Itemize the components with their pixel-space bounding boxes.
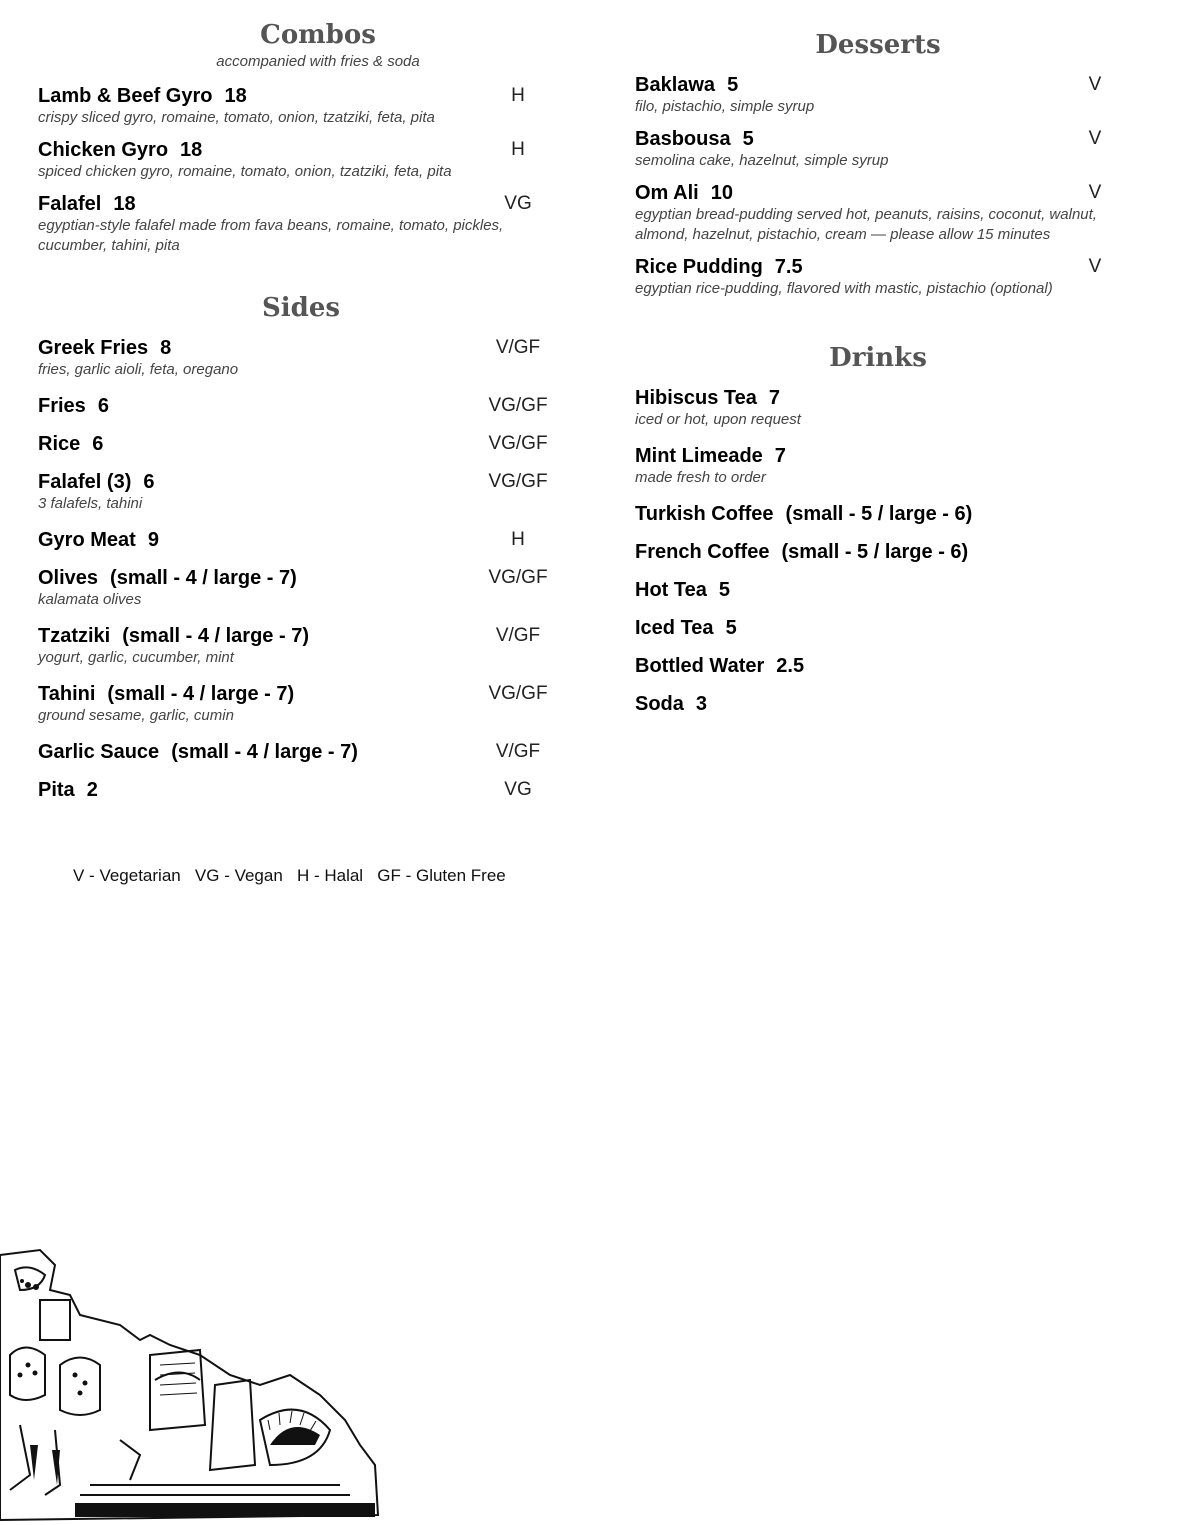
- diet-tag: VG/GF: [488, 471, 548, 492]
- menu-item-hibiscus-tea: [635, 386, 1135, 430]
- menu-item-header: [635, 616, 1135, 640]
- menu-item-name: Mint Limeade: [635, 445, 763, 467]
- menu-item-price: 5: [725, 617, 737, 639]
- menu-item-name: Hibiscus Tea: [635, 387, 757, 409]
- menu-item-description: egyptian-style falafel made from fava beans, romaine, tomato, pickles, cucumber, tahini, pita: [38, 217, 504, 254]
- menu-item-rice-pudding: [635, 255, 1135, 299]
- menu-item-french-coffee: [635, 540, 1135, 564]
- diet-tag: V: [1088, 128, 1102, 149]
- diet-tag: V/GF: [495, 625, 541, 646]
- drinks-title: Drinks: [829, 343, 927, 373]
- menu-item-header: [635, 578, 1135, 602]
- menu-item-price: 8: [160, 337, 172, 359]
- menu-item-description: egyptian bread-pudding served hot, peanuts, raisins, coconut, walnut, almond, hazelnut, pistachio, cream — please allow 15 minutes: [635, 206, 1097, 243]
- menu-item-name: Tzatziki: [38, 625, 111, 647]
- diet-tag: VG: [504, 779, 532, 800]
- menu-item-description: iced or hot, upon request: [635, 411, 801, 428]
- menu-item-name: Chicken Gyro: [38, 139, 169, 161]
- menu-item-chicken-gyro: [38, 138, 558, 182]
- menu-item-price: 6: [92, 433, 104, 455]
- menu-item-name: Falafel: [38, 193, 102, 215]
- combos-title: Combos: [260, 20, 376, 50]
- menu-item-turkish-coffee: [635, 502, 1135, 526]
- menu-item-name: Turkish Coffee: [635, 503, 774, 525]
- diet-tag: VG/GF: [488, 683, 548, 704]
- menu-item-price: 5: [742, 128, 754, 150]
- diet-legend: V - Vegetarian VG - Vegan H - Halal GF - Gluten Free: [73, 866, 506, 885]
- menu-item-name: Om Ali: [635, 182, 699, 204]
- menu-item-hot-tea: [635, 578, 1135, 602]
- menu-item-description: semolina cake, hazelnut, simple syrup: [635, 152, 889, 169]
- menu-item-price: 18: [113, 193, 136, 215]
- menu-item-name: Rice Pudding: [635, 256, 763, 278]
- menu-item-name: Bottled Water: [635, 655, 765, 677]
- desserts-title: Desserts: [815, 30, 941, 60]
- menu-item-name: French Coffee: [635, 541, 770, 563]
- menu-item-price: (small - 5 / large - 6): [785, 503, 973, 525]
- menu-item-price: 5: [718, 579, 730, 601]
- menu-item-description: 3 falafels, tahini: [38, 495, 143, 512]
- menu-item-name: Fries: [38, 395, 86, 417]
- diet-tag: V: [1088, 182, 1102, 203]
- menu-item-name: Pita: [38, 779, 75, 801]
- menu-item-name: Greek Fries: [38, 337, 149, 359]
- menu-item-price: 3: [695, 693, 708, 715]
- menu-item-gyro-meat: [38, 528, 558, 552]
- diet-tag: VG/GF: [488, 395, 548, 416]
- menu-item-name: Hot Tea: [635, 579, 707, 601]
- menu-item-price: 2: [86, 779, 98, 801]
- menu-item-price: 9: [147, 529, 159, 551]
- menu-item-description: ground sesame, garlic, cumin: [38, 707, 234, 724]
- menu-item-price: 18: [224, 85, 247, 107]
- menu-item-price: (small - 5 / large - 6): [781, 541, 969, 563]
- menu-item-name: Lamb & Beef Gyro: [38, 85, 213, 107]
- diet-tag: V: [1088, 256, 1102, 277]
- menu-item-garlic-sauce: [38, 740, 558, 764]
- menu-item-name: Garlic Sauce: [38, 741, 160, 763]
- diet-tag: V/GF: [495, 337, 541, 358]
- menu-item-header: [635, 386, 1135, 410]
- menu-item-name: Rice: [38, 433, 81, 455]
- menu-item-greek-fries: [38, 336, 558, 380]
- menu-item-name: Baklawa: [635, 74, 716, 96]
- menu-item-iced-tea: [635, 616, 1135, 640]
- menu-item-falafel-3: [38, 470, 558, 514]
- menu-item-description: yogurt, garlic, cucumber, mint: [38, 649, 234, 666]
- desserts-list: [635, 73, 1135, 309]
- menu-item-price: (small - 4 / large - 7): [171, 741, 358, 763]
- menu-item-name: Tahini: [38, 683, 96, 705]
- menu-item-name: Olives: [38, 567, 99, 589]
- menu-item-bottled-water: [635, 654, 1135, 678]
- menu-item-price: 10: [710, 182, 733, 204]
- menu-item-description: made fresh to order: [635, 469, 766, 486]
- menu-item-description: spiced chicken gyro, romaine, tomato, onion, tzatziki, feta, pita: [38, 163, 452, 180]
- menu-item-fries: [38, 394, 558, 418]
- egyptian-market-illustration: [0, 1245, 385, 1525]
- menu-item-description: filo, pistachio, simple syrup: [635, 98, 815, 115]
- menu-item-tzatziki: [38, 624, 558, 668]
- menu-item-baklawa: [635, 73, 1135, 117]
- diet-tag: V/GF: [495, 741, 541, 762]
- menu-item-name: Gyro Meat: [38, 529, 136, 551]
- menu-item-price: 6: [97, 395, 109, 417]
- drinks-list: [635, 386, 1135, 730]
- menu-item-om-ali: [635, 181, 1135, 245]
- menu-item-tahini: [38, 682, 558, 726]
- menu-item-description: fries, garlic aioli, feta, oregano: [38, 361, 239, 378]
- menu-item-pita: [38, 778, 558, 802]
- menu-item-header: [635, 692, 1135, 716]
- menu-item-price: 2.5: [776, 655, 805, 677]
- menu-item-price: 18: [180, 139, 203, 161]
- menu-item-name: Basbousa: [635, 128, 731, 150]
- menu-item-name: Iced Tea: [635, 617, 714, 639]
- menu-item-description: kalamata olives: [38, 591, 142, 608]
- menu-item-price: 6: [143, 471, 155, 493]
- menu-item-price: (small - 4 / large - 7): [107, 683, 295, 705]
- menu-item-soda: [635, 692, 1135, 716]
- menu-item-name: Soda: [635, 693, 684, 715]
- diet-tag: V: [1088, 74, 1102, 95]
- menu-item-olives: [38, 566, 558, 610]
- menu-item-rice: [38, 432, 558, 456]
- menu-item-price: 7.5: [774, 256, 803, 278]
- combos-list: [38, 84, 558, 266]
- menu-item-price: 7: [768, 387, 781, 409]
- combos-note: accompanied with fries & soda: [216, 53, 420, 70]
- menu-item-price: 7: [774, 445, 786, 467]
- diet-tag: H: [511, 139, 525, 160]
- menu-item-header: [635, 502, 1135, 526]
- menu-item-basbousa: [635, 127, 1135, 171]
- menu-item-price: 5: [727, 74, 739, 96]
- diet-tag: VG/GF: [488, 433, 548, 454]
- menu-item-name: Falafel (3): [38, 471, 132, 493]
- diet-tag: VG/GF: [488, 567, 548, 588]
- menu-item-header: [635, 444, 1135, 468]
- menu-item-mint-limeade: [635, 444, 1135, 488]
- menu-item-falafel: [38, 192, 558, 256]
- diet-tag: VG: [504, 193, 532, 214]
- menu-item-description: crispy sliced gyro, romaine, tomato, onion, tzatziki, feta, pita: [38, 109, 435, 126]
- menu-item-header: [635, 654, 1135, 678]
- menu-item-price: (small - 4 / large - 7): [122, 625, 309, 647]
- diet-tag: H: [511, 529, 525, 550]
- diet-tag: H: [511, 85, 525, 106]
- sides-title: Sides: [261, 293, 340, 323]
- menu-item-header: [635, 540, 1135, 564]
- menu-item-lamb-beef-gyro: [38, 84, 558, 128]
- menu-item-description: egyptian rice-pudding, flavored with mastic, pistachio (optional): [635, 280, 1053, 297]
- sides-list: [38, 336, 558, 816]
- menu-item-price: (small - 4 / large - 7): [110, 567, 297, 589]
